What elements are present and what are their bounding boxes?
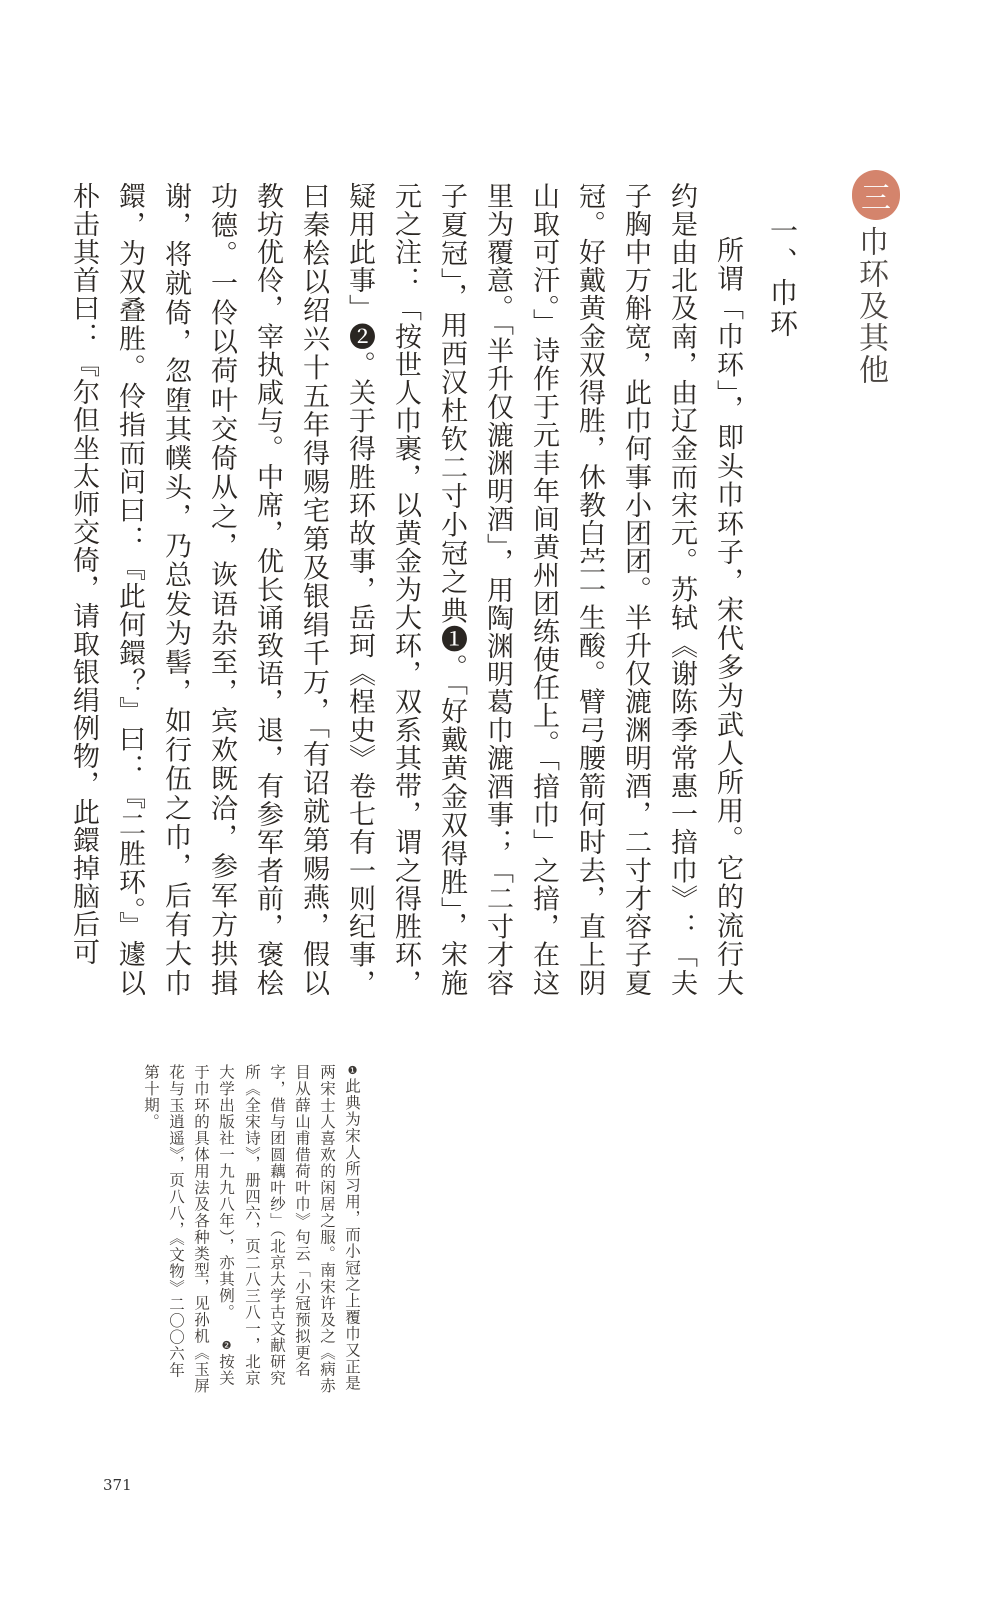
footnotes	[138, 1064, 365, 1394]
footnote-marker-2: ❷	[220, 1339, 233, 1354]
footnote-2-text: 按关于巾环的具体用法及各种类型，见孙机《玉屏花与玉逍遥》，页八八，《文物》二〇〇六年第十期。	[142, 1064, 235, 1394]
page-number: 371	[103, 1476, 132, 1494]
footnote-1-text: 此典为宋人所习用，而小冠之上覆巾又正是两宋士人喜欢的闲居之服。南宋许及之《病赤目从薛山甫借荷叶巾》句云「小冠预拟更名字，借与团圆藕叶纱」（北京大学古文献研究所《全宋诗》，册四六，页二八三八一，北京大学出版社一九九八年），亦其例。	[217, 1064, 361, 1394]
body-paragraph: 所谓「巾环」，即头巾环子，宋代多为武人所用。它的流行大约是由北及南，由辽金而宋元。苏轼《谢陈季常惠一揞巾》：「夫子胸中万斛宽，此巾何事小团团。半升仅漉渊明酒，二寸才容子夏冠。好戴黄金双得胜，休教白苎一生酸。臂弓腰箭何时去，直上阴山取可汗。」诗作于元丰年间黄州团练使任上。「揞巾」之揞，在这里为覆意。「半升仅漉渊明酒」，用陶渊明葛巾漉酒事；「二寸才容子夏冠」，用西汉杜钦二寸小冠之典❶。「好戴黄金双得胜」，宋施元之注：「按世人巾裹，以黄金为大环，双系其带，谓之得胜环，疑用此事」❷。关于得胜环故事，岳珂《桯史》卷七有一则纪事，曰秦桧以绍兴十五年得赐宅第及银绢千万，「有诏就第赐燕，假以教坊优伶，宰执咸与。中席，优长诵致语，退，有参军者前，褒桧功德。一伶以荷叶交倚从之，诙语杂至，宾欢既洽，参军方拱揖谢，将就倚，忽堕其幞头，乃总发为髻，如行伍之巾，后有大巾鐶，为双叠胜。伶指而问曰：『此何鐶？』曰：『二胜环。』遽以朴击其首曰：『尔但坐太师交倚，请取银绢例物，此鐶掉脑后可	[68, 182, 743, 997]
chapter-number-badge: 三	[852, 170, 900, 220]
body-text	[60, 182, 750, 997]
footnote-marker-1: ❶	[346, 1064, 359, 1078]
chapter-title: 巾环及其他	[853, 226, 888, 386]
section-heading: 一、巾环	[766, 216, 799, 340]
